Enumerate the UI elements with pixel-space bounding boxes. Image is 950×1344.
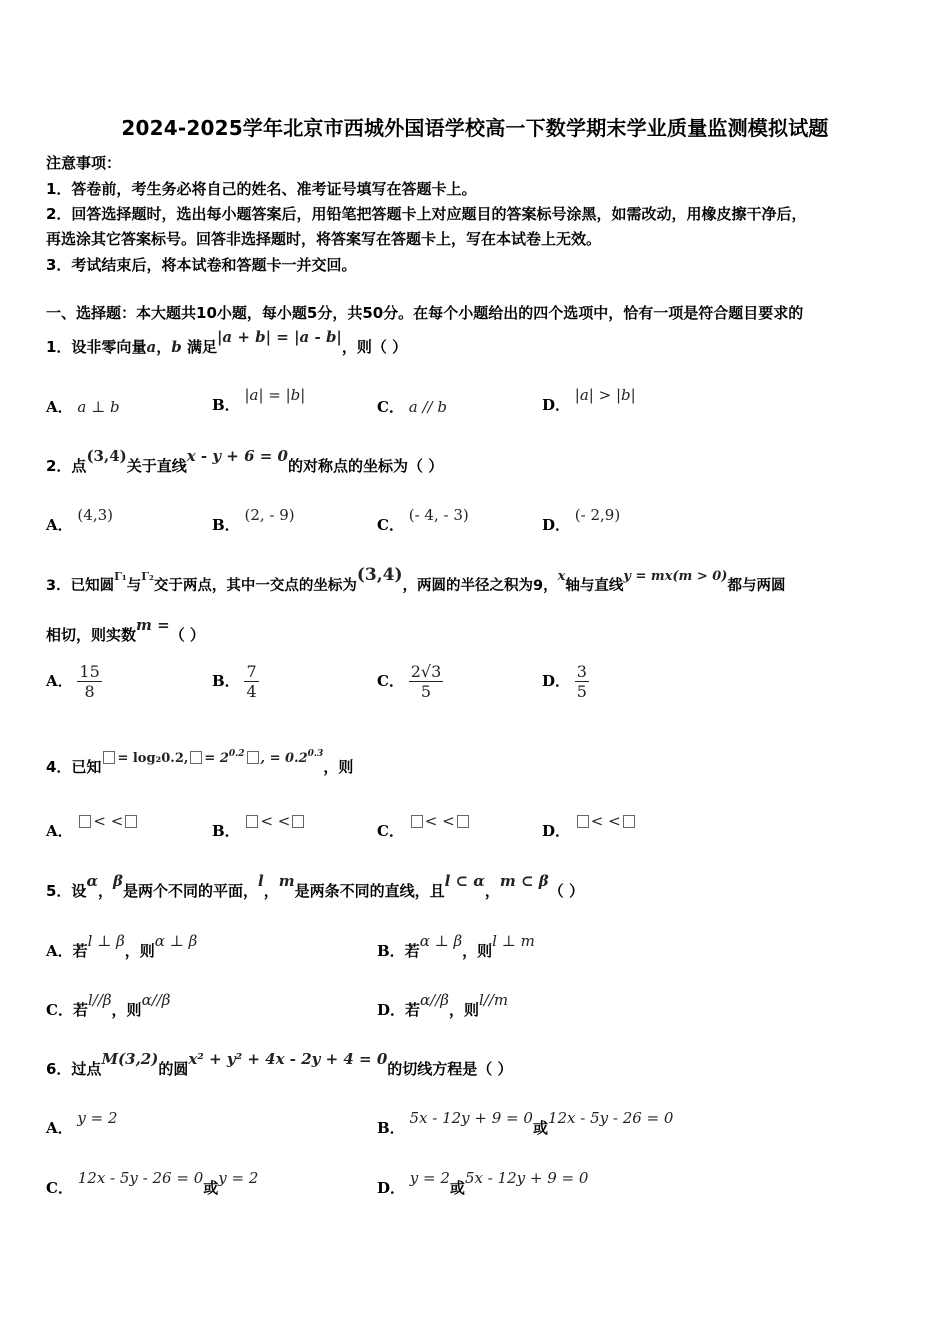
q3-intersect: 交于两点，其中一交点的坐标为 xyxy=(153,578,357,594)
fraction-numerator: 7 xyxy=(246,662,257,681)
q1-prefix: 1．设非零向量 xyxy=(46,338,147,356)
option-label: B． xyxy=(212,396,240,414)
missing-glyph-icon xyxy=(577,815,589,828)
q2-option-b[interactable] xyxy=(212,506,295,535)
option-fraction xyxy=(409,662,444,701)
option-text: (4,3) xyxy=(77,506,113,524)
option-label: D． xyxy=(542,516,571,534)
q5-option-d[interactable] xyxy=(377,991,509,1020)
q4-option-d[interactable] xyxy=(542,812,637,841)
q5-beta: β xyxy=(113,872,123,890)
q3-option-a[interactable] xyxy=(46,662,102,701)
option-text: (- 2,9) xyxy=(574,506,621,524)
option-eq-2: 12x - 5y - 26 = 0 xyxy=(547,1109,674,1127)
question-6 xyxy=(46,1050,513,1079)
option-label: C． xyxy=(46,1179,73,1197)
option-premise: α ⊥ β xyxy=(419,932,463,950)
q5-alpha: α xyxy=(86,872,98,890)
q4-expression xyxy=(101,748,323,766)
q5-planes: 是两个不同的平面， xyxy=(122,882,258,900)
q1-option-a[interactable] xyxy=(46,396,120,417)
option-fraction xyxy=(244,662,258,701)
option-eq-1: y = 2 xyxy=(77,1109,118,1127)
q3-m: m = xyxy=(136,616,170,634)
q4-exp-3: 0.3 xyxy=(307,749,324,759)
missing-glyph-icon xyxy=(190,751,202,764)
option-label: D． xyxy=(542,672,571,690)
q3-ask: 相切，则实数 xyxy=(46,626,137,644)
note-2a: 2．回答选择题时，选出每小题答案后，用铅笔把答题卡上对应题目的答案标号涂黑，如需改动，用橡皮擦干净后， xyxy=(46,205,807,223)
option-if: 若 xyxy=(72,1001,88,1019)
option-eq-1: y = 2 xyxy=(409,1169,450,1187)
question-1 xyxy=(46,328,408,357)
option-text: < < xyxy=(260,812,291,830)
q5-prefix: 5．设 xyxy=(46,882,87,900)
q1-option-d[interactable] xyxy=(542,386,636,415)
missing-glyph-icon xyxy=(247,751,259,764)
q3-option-c[interactable] xyxy=(377,662,443,701)
missing-glyph-icon xyxy=(623,815,635,828)
q6-circle: x² + y² + 4x - 2y + 4 = 0 xyxy=(188,1050,388,1068)
q1-option-c[interactable] xyxy=(377,396,447,417)
option-text: |a| = |b| xyxy=(244,386,306,404)
option-or: 或 xyxy=(203,1179,219,1197)
option-conclusion: l//m xyxy=(478,991,509,1009)
option-label: A． xyxy=(46,1119,73,1137)
fraction-denominator: 5 xyxy=(420,682,432,701)
option-if: 若 xyxy=(404,942,420,960)
q6-option-d[interactable] xyxy=(377,1169,589,1198)
option-label: D． xyxy=(377,1179,406,1197)
q2-point: (3,4) xyxy=(86,447,127,465)
q5-lines: 是两条不同的直线，且 xyxy=(294,882,445,900)
option-label: A． xyxy=(46,822,73,840)
option-label: B． xyxy=(212,516,240,534)
option-text: (2, - 9) xyxy=(244,506,295,524)
q6-prefix: 6．过点 xyxy=(46,1060,102,1078)
q5-option-c[interactable] xyxy=(46,991,171,1020)
q3-axis: 轴与直线 xyxy=(565,578,624,594)
option-glyphs xyxy=(244,812,306,830)
q6-option-a[interactable] xyxy=(46,1109,118,1138)
option-label: D． xyxy=(542,396,571,414)
option-label: B． xyxy=(377,942,405,960)
q5-sep-3: ， xyxy=(484,882,500,900)
q3-and: 与 xyxy=(126,578,142,594)
q5-l: l xyxy=(257,872,264,890)
question-5 xyxy=(46,872,584,901)
q3-line: y = mx(m > 0) xyxy=(623,569,728,584)
option-conclusion: l ⊥ m xyxy=(492,932,535,950)
q3-x: x xyxy=(557,569,566,584)
missing-glyph-icon xyxy=(292,815,304,828)
q1-sep: ， xyxy=(156,338,172,356)
option-premise: α//β xyxy=(420,991,449,1009)
fraction-numerator: 2√3 xyxy=(410,662,442,681)
option-then: ，则 xyxy=(448,1001,479,1019)
q3-gamma-2: Γ₂ xyxy=(141,570,154,583)
q5-cond-1: l ⊂ α xyxy=(444,872,485,890)
option-glyphs xyxy=(409,812,471,830)
q2-option-d[interactable] xyxy=(542,506,621,535)
missing-glyph-icon xyxy=(457,815,469,828)
option-label: A． xyxy=(46,942,73,960)
option-label: C． xyxy=(377,516,404,534)
option-label: B． xyxy=(212,822,240,840)
option-text: |a| > |b| xyxy=(574,386,636,404)
section-heading: 一、选择题：本大题共10小题，每小题5分，共50分。在每个小题给出的四个选项中，恰有一项是符合题目要求的 xyxy=(46,304,804,322)
q2-line: x - y + 6 = 0 xyxy=(186,447,288,465)
q5-cond-2: m ⊂ β xyxy=(499,872,549,890)
q1-option-b[interactable] xyxy=(212,386,306,415)
q4-prefix: 4．已知 xyxy=(46,758,102,776)
q3-prefix: 3．已知圆 xyxy=(46,578,115,594)
q2-middle: 关于直线 xyxy=(126,457,187,475)
q5-suffix: （ ） xyxy=(548,882,584,900)
option-eq-2: y = 2 xyxy=(218,1169,259,1187)
option-conclusion: α//β xyxy=(141,991,171,1009)
option-label: D． xyxy=(542,822,571,840)
option-label: C． xyxy=(377,398,404,416)
fraction-denominator: 8 xyxy=(84,682,95,701)
notes-heading: 注意事项： xyxy=(46,154,122,172)
q4-option-b[interactable] xyxy=(212,812,306,841)
fraction-denominator: 4 xyxy=(246,682,257,701)
q4-option-a[interactable] xyxy=(46,812,139,841)
q4-exp-2: 0.2 xyxy=(228,749,245,759)
option-label: A． xyxy=(46,516,73,534)
option-label: B． xyxy=(212,672,240,690)
option-label: C． xyxy=(377,822,404,840)
q2-option-a[interactable] xyxy=(46,506,113,535)
option-glyphs xyxy=(77,812,139,830)
page-title: 2024-2025学年北京市西城外国语学校高一下数学期末学业质量监测模拟试题 xyxy=(121,116,829,140)
q4-expr-3: , = 0.2 xyxy=(260,751,308,766)
question-4 xyxy=(46,749,354,777)
q4-suffix: ，则 xyxy=(323,758,354,776)
option-then: ，则 xyxy=(462,942,493,960)
q6-option-b[interactable] xyxy=(377,1109,674,1138)
q3-option-d[interactable] xyxy=(542,662,589,701)
option-if: 若 xyxy=(405,1001,421,1019)
option-then: ，则 xyxy=(124,942,155,960)
option-or: 或 xyxy=(532,1119,548,1137)
q5-sep-1: ， xyxy=(97,882,113,900)
q3-suffix: （ ） xyxy=(169,626,205,644)
q3-gamma-1: Γ₁ xyxy=(114,570,127,583)
option-label: C． xyxy=(377,672,404,690)
option-eq-2: 5x - 12y + 9 = 0 xyxy=(464,1169,589,1187)
option-text: < < xyxy=(424,812,455,830)
option-label: D． xyxy=(377,1001,406,1019)
q4-expr-2: = 2 xyxy=(204,751,229,766)
option-premise: l//β xyxy=(87,991,112,1009)
q5-option-b[interactable] xyxy=(377,932,535,961)
missing-glyph-icon xyxy=(103,751,115,764)
option-text: (- 4, - 3) xyxy=(408,506,469,524)
q2-prefix: 2．点 xyxy=(46,457,87,475)
q5-option-a[interactable] xyxy=(46,932,198,961)
q1-middle: 满足 xyxy=(186,338,217,356)
option-text: < < xyxy=(590,812,621,830)
option-text: a ⊥ b xyxy=(77,398,120,416)
q1-condition: |a + b| = |a - b| xyxy=(216,328,342,346)
q6-point: M(3,2) xyxy=(101,1050,159,1068)
q5-m: m xyxy=(278,872,295,890)
q2-suffix: 的对称点的坐标为（ ） xyxy=(287,457,444,475)
option-label: C． xyxy=(46,1001,73,1019)
option-fraction xyxy=(575,662,589,701)
question-3-line-1 xyxy=(46,565,786,595)
q1-var-b: b xyxy=(171,338,182,356)
q3-tangent: 都与两圆 xyxy=(727,578,786,594)
option-then: ，则 xyxy=(111,1001,142,1019)
option-if: 若 xyxy=(72,942,88,960)
q4-expr-1: = log₂0.2, xyxy=(117,751,189,766)
missing-glyph-icon xyxy=(79,815,91,828)
q1-var-a: a xyxy=(146,338,157,356)
q3-option-b[interactable] xyxy=(212,662,259,701)
question-2 xyxy=(46,447,444,476)
fraction-numerator: 15 xyxy=(79,662,100,681)
q2-option-c[interactable] xyxy=(377,506,469,535)
option-conclusion: α ⊥ β xyxy=(154,932,198,950)
option-glyphs xyxy=(575,812,637,830)
missing-glyph-icon xyxy=(125,815,137,828)
option-fraction xyxy=(77,662,101,701)
fraction-denominator: 5 xyxy=(576,682,587,701)
q6-option-c[interactable] xyxy=(46,1169,259,1198)
q3-radius: ，两圆的半径之积为9， xyxy=(402,578,558,594)
question-3-line-2 xyxy=(46,616,205,645)
option-text: < < xyxy=(93,812,124,830)
q4-option-c[interactable] xyxy=(377,812,471,841)
note-2b: 再选涂其它答案标号。回答非选择题时，将答案写在答题卡上，写在本试卷上无效。 xyxy=(46,230,602,248)
q3-point: (3,4) xyxy=(356,565,403,585)
option-premise: l ⊥ β xyxy=(87,932,125,950)
missing-glyph-icon xyxy=(246,815,258,828)
q1-suffix: ，则（ ） xyxy=(341,338,408,356)
fraction-numerator: 3 xyxy=(576,662,587,681)
missing-glyph-icon xyxy=(411,815,423,828)
option-label: A． xyxy=(46,672,73,690)
note-1: 1．答卷前，考生务必将自己的姓名、准考证号填写在答题卡上。 xyxy=(46,180,477,198)
option-or: 或 xyxy=(449,1179,465,1197)
option-text: a // b xyxy=(408,398,447,416)
q5-sep-2: ， xyxy=(263,882,279,900)
option-label: B． xyxy=(377,1119,405,1137)
note-3: 3．考试结束后，将本试卷和答题卡一并交回。 xyxy=(46,256,357,274)
option-label: A． xyxy=(46,398,73,416)
q6-middle: 的圆 xyxy=(158,1060,189,1078)
option-eq-1: 5x - 12y + 9 = 0 xyxy=(409,1109,533,1127)
option-eq-1: 12x - 5y - 26 = 0 xyxy=(77,1169,204,1187)
q6-suffix: 的切线方程是（ ） xyxy=(387,1060,513,1078)
